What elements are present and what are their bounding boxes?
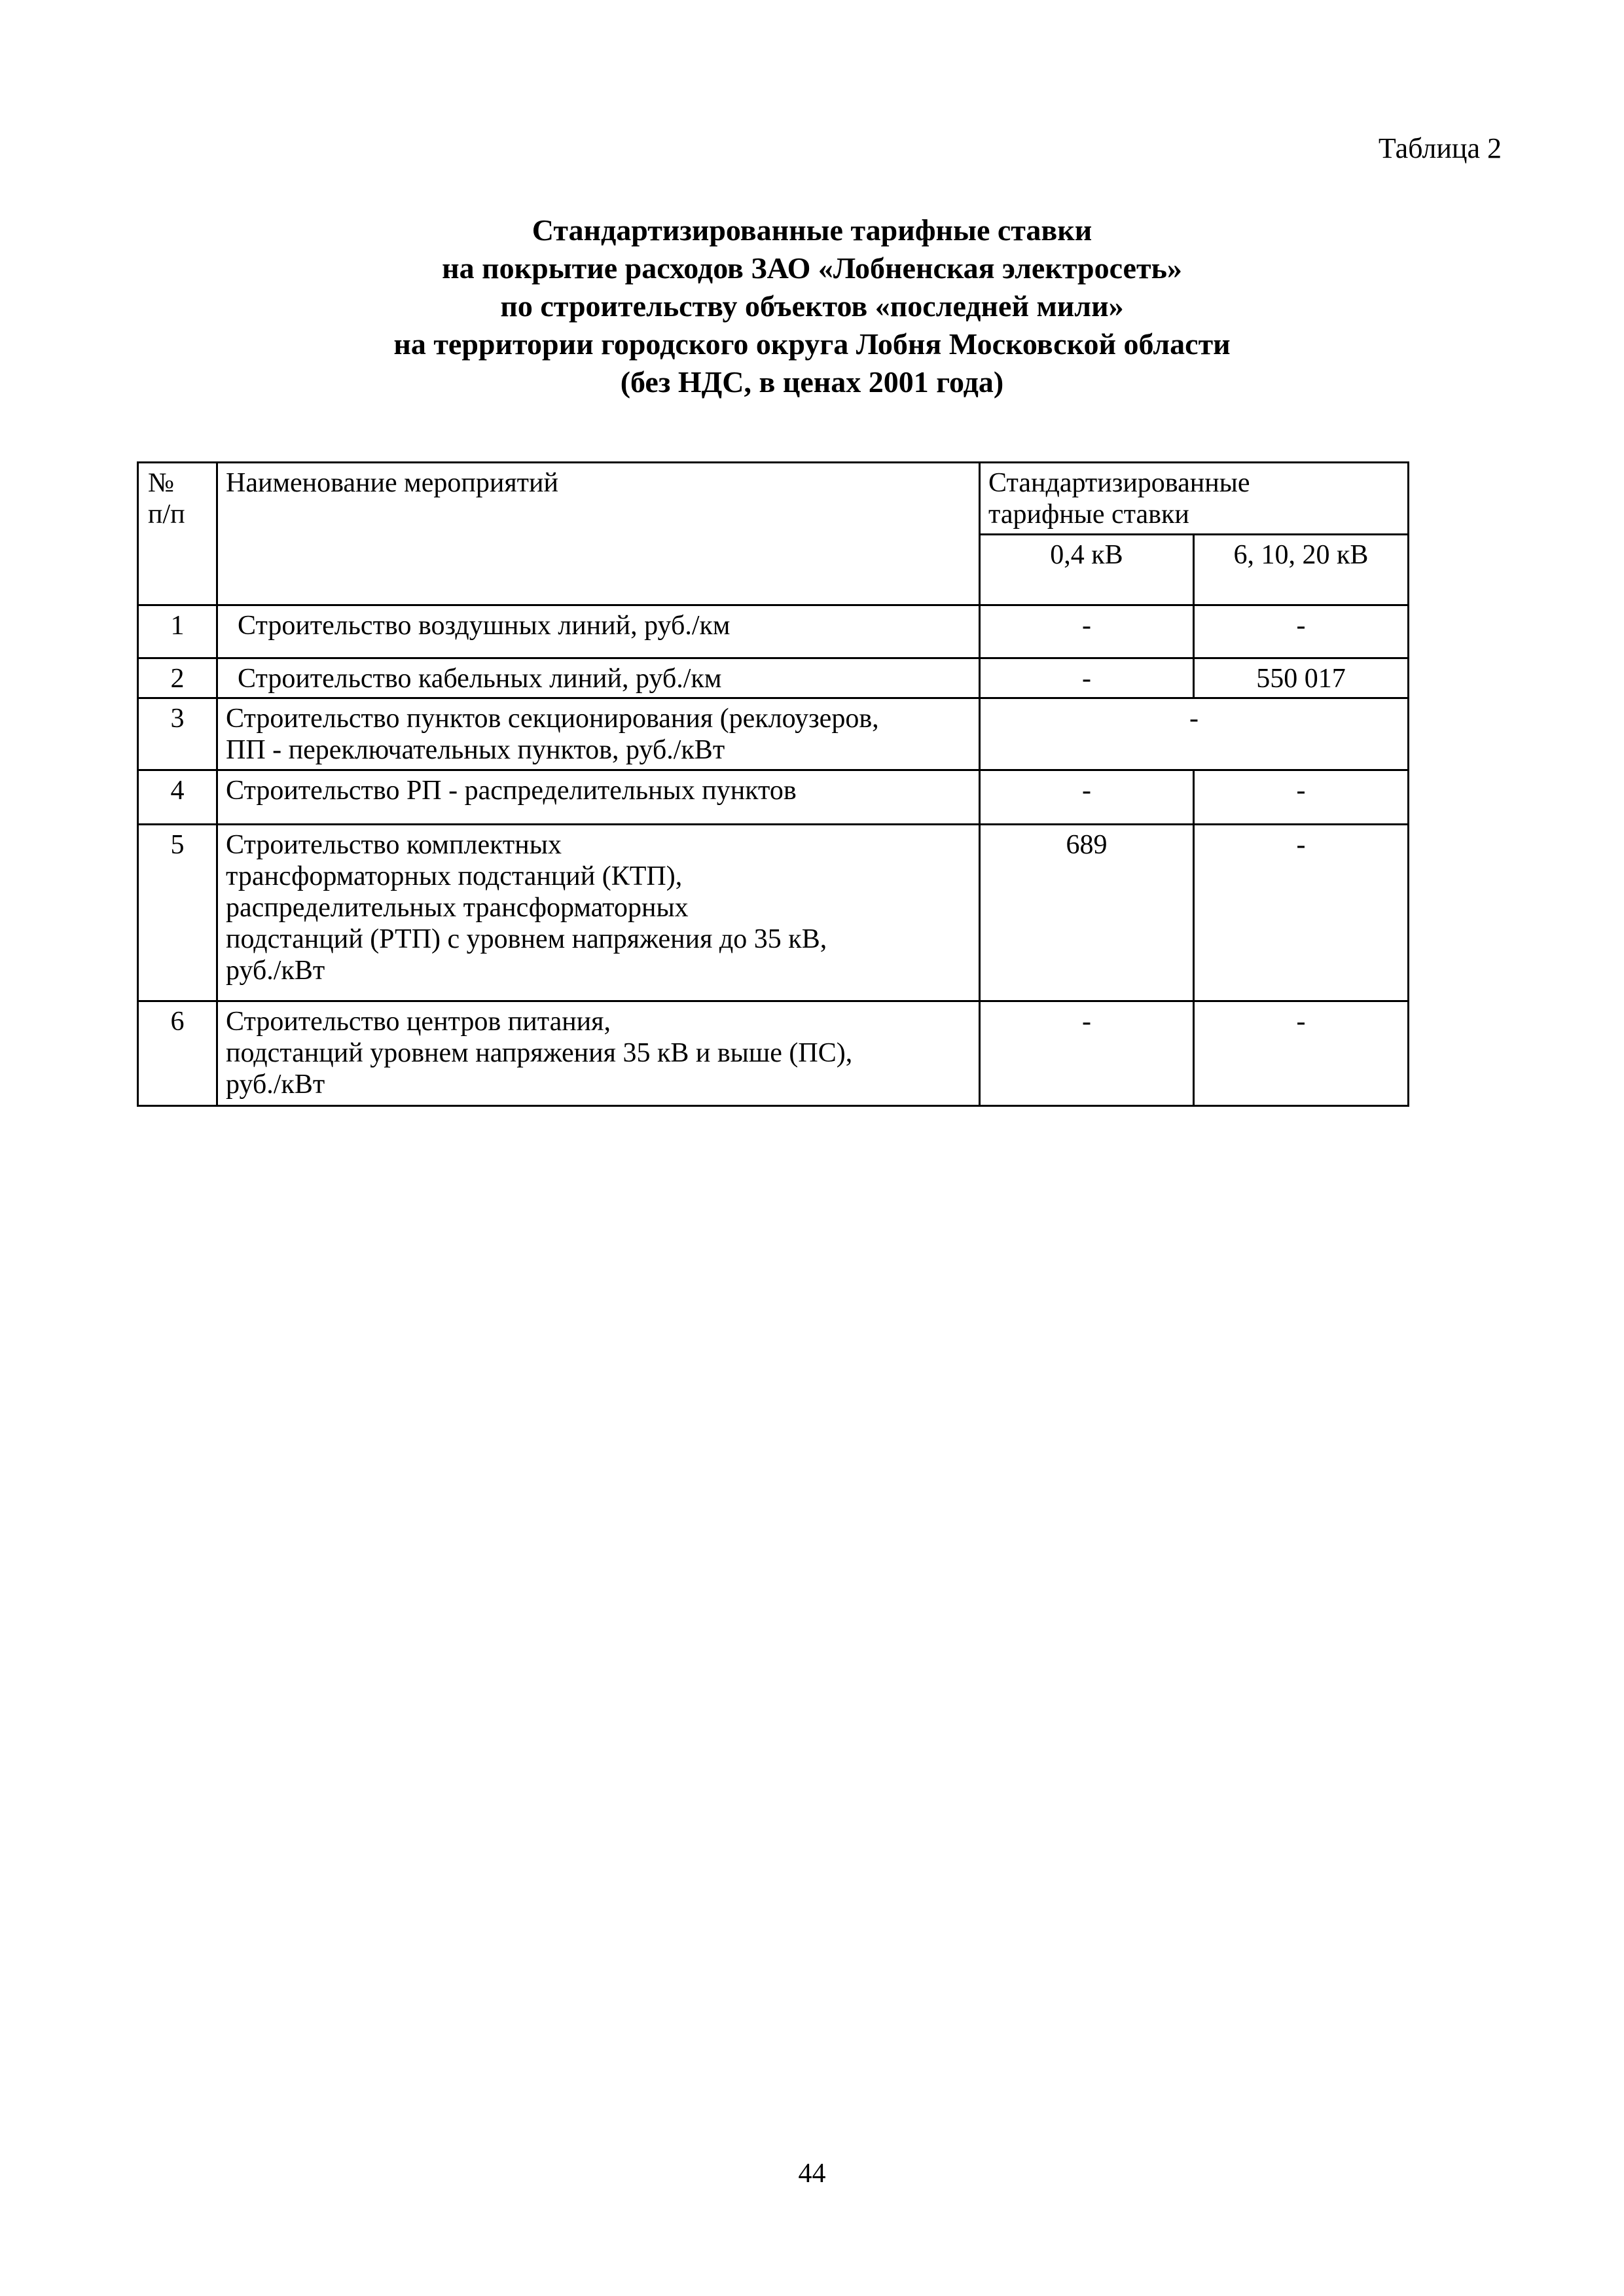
header-rates bbox=[980, 463, 1409, 535]
row-name-line: подстанций (РТП) с уровнем напряжения до 35 кВ, bbox=[226, 924, 827, 954]
row-name-line: подстанций уровнем напряжения 35 кВ и выше (ПС), bbox=[226, 1038, 853, 1068]
row-number: 2 bbox=[138, 658, 217, 698]
row-number: 3 bbox=[138, 698, 217, 770]
header-name: Наименование мероприятий bbox=[217, 463, 980, 605]
title-line-4: на территории городского округа Лобня Московской области bbox=[393, 327, 1231, 361]
table-row bbox=[138, 1001, 1409, 1106]
row-name bbox=[217, 698, 980, 770]
row-name-line: Строительство комплектных bbox=[226, 830, 562, 860]
table-header-row bbox=[138, 463, 1409, 535]
row-name-line: ПП - переключательных пунктов, руб./кВт bbox=[226, 735, 725, 765]
header-rates-line-2: тарифные ставки bbox=[988, 499, 1189, 529]
table-row bbox=[138, 698, 1409, 770]
row-number: 6 bbox=[138, 1001, 217, 1106]
row-name-line: Строительство пунктов секционирования (реклоузеров, bbox=[226, 704, 879, 734]
row-number: 4 bbox=[138, 770, 217, 825]
title-line-2: на покрытие расходов ЗАО «Лобненская электросеть» bbox=[442, 251, 1182, 285]
title-line-3: по строительству объектов «последней мили» bbox=[500, 289, 1124, 323]
title-line-5: (без НДС, в ценах 2001 года) bbox=[620, 365, 1004, 399]
row-value-high: - bbox=[1194, 1001, 1409, 1106]
row-name-line: руб./кВт bbox=[226, 1069, 325, 1100]
row-value-high: 550 017 bbox=[1194, 658, 1409, 698]
header-number-abbr: п/п bbox=[148, 499, 185, 529]
row-name-line: трансформаторных подстанций (КТП), bbox=[226, 861, 683, 891]
row-name-line: распределительных трансформаторных bbox=[226, 893, 689, 923]
row-value-low: - bbox=[980, 1001, 1194, 1106]
table-row bbox=[138, 605, 1409, 658]
title-line-1: Стандартизированные тарифные ставки bbox=[532, 213, 1092, 247]
row-name: Строительство кабельных линий, руб./км bbox=[217, 658, 980, 698]
row-name bbox=[217, 1001, 980, 1106]
row-value-high: - bbox=[1194, 825, 1409, 1001]
row-number: 1 bbox=[138, 605, 217, 658]
row-name bbox=[217, 825, 980, 1001]
header-number bbox=[138, 463, 217, 605]
table-row bbox=[138, 825, 1409, 1001]
row-value-low: - bbox=[980, 605, 1194, 658]
tariff-rates-table bbox=[137, 461, 1409, 1107]
row-number: 5 bbox=[138, 825, 217, 1001]
row-name: Строительство РП - распределительных пунктов bbox=[217, 770, 980, 825]
table-row bbox=[138, 770, 1409, 825]
page-number: 44 bbox=[798, 2159, 826, 2189]
header-number-symbol: № bbox=[148, 468, 175, 498]
row-value-high: - bbox=[1194, 770, 1409, 825]
header-voltage-low: 0,4 кВ bbox=[980, 535, 1194, 605]
table-row bbox=[138, 658, 1409, 698]
row-name: Строительство воздушных линий, руб./км bbox=[217, 605, 980, 658]
row-value-low: - bbox=[980, 770, 1194, 825]
header-rates-line-1: Стандартизированные bbox=[988, 468, 1250, 498]
row-value-low: - bbox=[980, 658, 1194, 698]
row-name-line: руб./кВт bbox=[226, 956, 325, 986]
row-name-line: Строительство центров питания, bbox=[226, 1007, 611, 1037]
document-title bbox=[0, 211, 1624, 401]
row-value-merged: - bbox=[980, 698, 1409, 770]
row-value-low: 689 bbox=[980, 825, 1194, 1001]
header-voltage-high: 6, 10, 20 кВ bbox=[1194, 535, 1409, 605]
table-caption: Таблица 2 bbox=[1378, 132, 1502, 164]
row-value-high: - bbox=[1194, 605, 1409, 658]
